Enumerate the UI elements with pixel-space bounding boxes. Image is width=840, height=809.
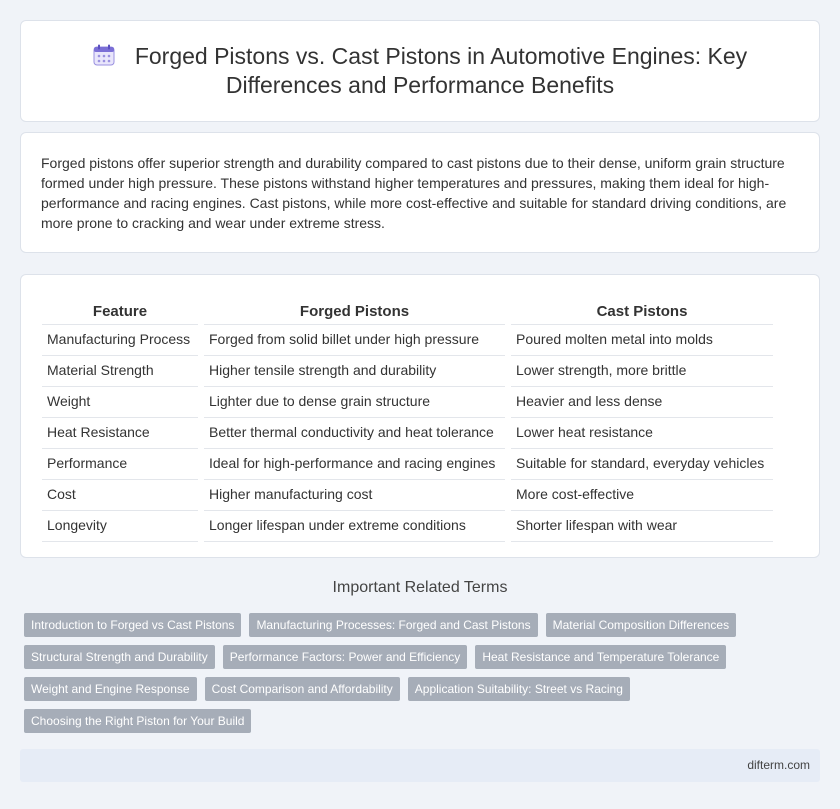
table-cell: Lower heat resistance [511,418,773,449]
related-terms-list [20,613,780,733]
table-row [42,511,773,542]
table-row [42,356,773,387]
table-cell: Lower strength, more brittle [511,356,773,387]
related-term-tag[interactable]: Performance Factors: Power and Efficiency [223,645,468,669]
column-header: Feature [42,298,198,325]
related-term-tag[interactable]: Application Suitability: Street vs Racing [408,677,630,701]
table-cell: Suitable for standard, everyday vehicles [511,449,773,480]
table-cell: Higher tensile strength and durability [204,356,505,387]
related-term-tag[interactable]: Cost Comparison and Affordability [205,677,400,701]
column-header: Forged Pistons [204,298,505,325]
intro-text: Forged pistons offer superior strength and durability compared to cast pistons due to their dense, uniform grain structure formed under high pressure. These pistons withstand higher temperatures and pressures, making them ideal for high-performance and racing engines. Cast pistons, while more cost-effective and suitable for standard driving conditions, are more prone to cracking and wear under extreme stress. [41,155,787,231]
comparison-card [20,274,820,558]
table-cell: Higher manufacturing cost [204,480,505,511]
table-cell: Heat Resistance [42,418,198,449]
title-card [20,20,820,122]
table-header-row [42,298,773,325]
table-cell: Cost [42,480,198,511]
table-cell: Poured molten metal into molds [511,325,773,356]
table-cell: Shorter lifespan with wear [511,511,773,542]
related-term-tag[interactable]: Heat Resistance and Temperature Tolerance [475,645,726,669]
table-cell: Manufacturing Process [42,325,198,356]
table-cell: Better thermal conductivity and heat tolerance [204,418,505,449]
table-row [42,449,773,480]
table-cell: Forged from solid billet under high pressure [204,325,505,356]
table-cell: Weight [42,387,198,418]
related-term-tag[interactable]: Choosing the Right Piston for Your Build [24,709,251,733]
comparison-table [36,298,779,542]
table-row [42,480,773,511]
related-term-tag[interactable]: Manufacturing Processes: Forged and Cast Pistons [249,613,537,637]
related-term-tag[interactable]: Weight and Engine Response [24,677,197,701]
table-row [42,387,773,418]
related-term-tag[interactable]: Introduction to Forged vs Cast Pistons [24,613,241,637]
table-cell: Lighter due to dense grain structure [204,387,505,418]
table-cell: Longer lifespan under extreme conditions [204,511,505,542]
footer-site-link[interactable]: difterm.com [747,758,810,772]
calendar-icon [93,44,115,66]
table-row [42,325,773,356]
column-header: Cast Pistons [511,298,773,325]
table-row [42,418,773,449]
table-cell: Ideal for high-performance and racing engines [204,449,505,480]
page-title [61,42,779,100]
related-term-tag[interactable]: Material Composition Differences [546,613,737,637]
related-terms-heading: Important Related Terms [332,579,508,596]
table-cell: Longevity [42,511,198,542]
page-title-text: Forged Pistons vs. Cast Pistons in Automotive Engines: Key Differences and Performance Benefits [134,43,748,98]
table-cell: Performance [42,449,198,480]
related-term-tag[interactable]: Structural Strength and Durability [24,645,215,669]
table-cell: Material Strength [42,356,198,387]
table-cell: Heavier and less dense [511,387,773,418]
table-cell: More cost-effective [511,480,773,511]
intro-card [20,132,820,253]
footer [20,749,820,782]
